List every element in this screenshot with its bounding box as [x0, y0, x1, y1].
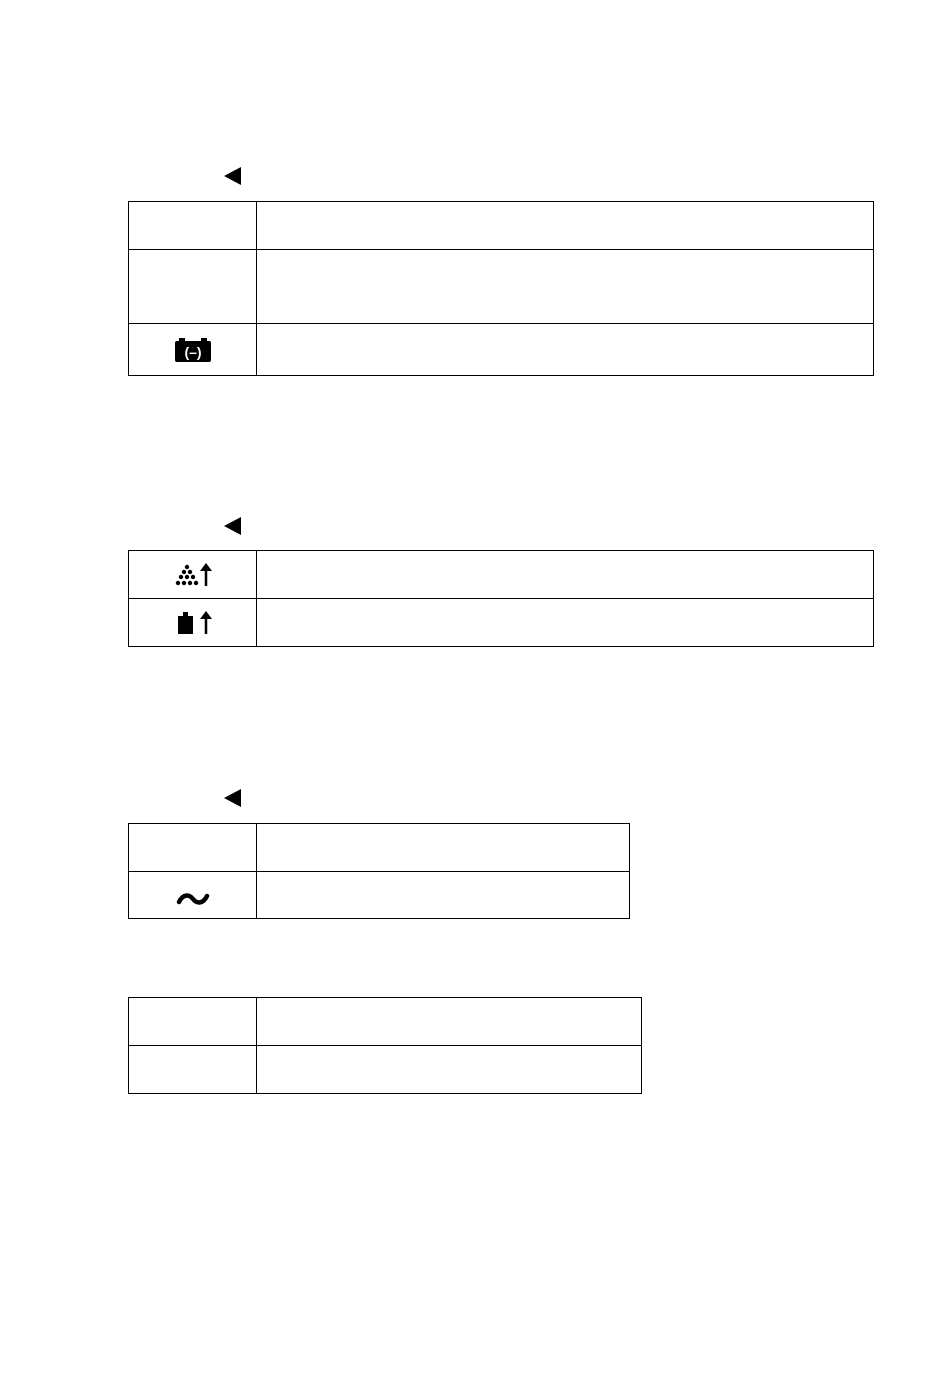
left-triangle-icon [224, 517, 241, 535]
table-row [129, 250, 874, 324]
table-row [129, 551, 874, 599]
description-cell [257, 202, 874, 250]
table-row [129, 599, 874, 647]
left-triangle-icon [224, 789, 241, 807]
symbol-cell [129, 998, 257, 1046]
table-row [129, 1046, 642, 1094]
table-row [129, 824, 630, 872]
symbol-cell [129, 551, 257, 599]
pieces-overload-icon [173, 562, 213, 588]
description-cell [257, 872, 630, 919]
table-row [129, 324, 874, 376]
description-cell [257, 250, 874, 324]
weight-overload-icon [173, 610, 213, 636]
battery-low-icon [174, 337, 212, 363]
symbol-cell [129, 1046, 257, 1094]
symbol-cell [129, 872, 257, 919]
left-triangle-icon [224, 167, 241, 185]
symbol-cell [129, 202, 257, 250]
description-cell [257, 551, 874, 599]
symbol-cell [129, 324, 257, 376]
symbol-table-2 [128, 550, 874, 647]
description-cell [257, 324, 874, 376]
symbol-table-1 [128, 201, 874, 376]
symbol-cell [129, 824, 257, 872]
description-cell [257, 824, 630, 872]
table-row [129, 202, 874, 250]
symbol-table-4 [128, 997, 642, 1094]
description-cell [257, 599, 874, 647]
svg-text:(–): (–) [183, 343, 202, 360]
symbol-cell [129, 250, 257, 324]
table-row [129, 998, 642, 1046]
table-row [129, 872, 630, 919]
symbol-table-3 [128, 823, 630, 919]
description-cell [257, 998, 642, 1046]
stability-tilde-icon [176, 880, 210, 910]
symbol-cell [129, 599, 257, 647]
description-cell [257, 1046, 642, 1094]
